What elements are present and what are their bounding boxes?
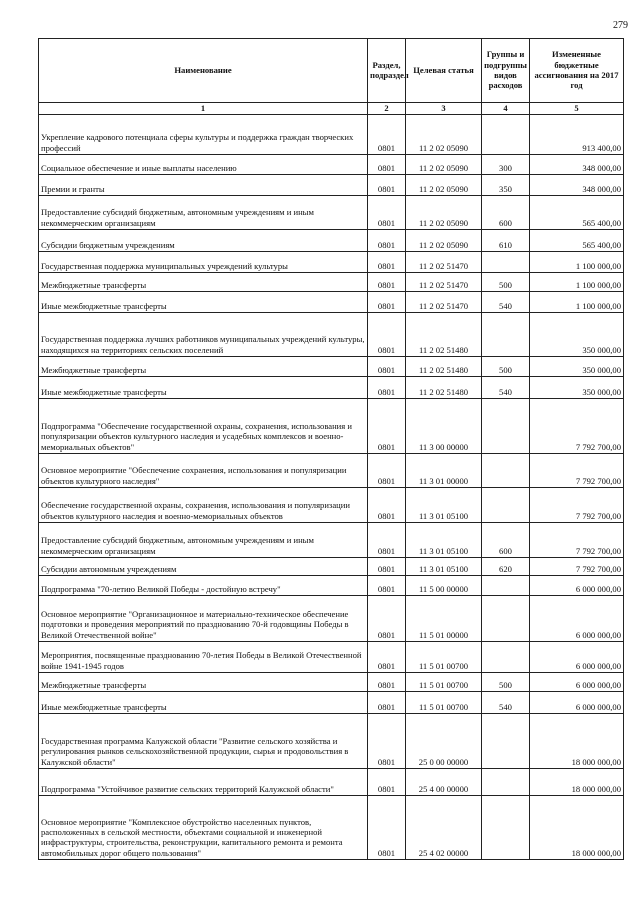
row-group xyxy=(482,714,530,769)
row-amount: 6 000 000,00 xyxy=(530,642,624,673)
table-row xyxy=(39,357,624,377)
row-group xyxy=(482,642,530,673)
row-article: 25 4 00 00000 xyxy=(406,769,482,796)
row-group xyxy=(482,399,530,454)
column-number: 4 xyxy=(482,103,530,115)
row-name: Субсидии автономным учреждениям xyxy=(39,558,368,576)
row-name: Основное мероприятие "Обеспечение сохранения, использования и популяризации объектов культурного наследия" xyxy=(39,454,368,488)
row-article: 11 5 01 00700 xyxy=(406,642,482,673)
table-row xyxy=(39,673,624,692)
row-amount: 6 000 000,00 xyxy=(530,596,624,642)
row-group xyxy=(482,796,530,860)
row-section: 0801 xyxy=(368,115,406,155)
row-section: 0801 xyxy=(368,230,406,252)
row-name: Обеспечение государственной охраны, сохранения, использования и популяризации объектов культурного наследия и военно-мемориальных объектов xyxy=(39,488,368,523)
row-section: 0801 xyxy=(368,596,406,642)
row-group xyxy=(482,252,530,273)
row-section: 0801 xyxy=(368,252,406,273)
row-name: Государственная поддержка лучших работников муниципальных учреждений культуры, находящихся на территориях сельских поселений xyxy=(39,313,368,357)
row-amount: 18 000 000,00 xyxy=(530,714,624,769)
row-article: 11 2 02 05090 xyxy=(406,155,482,175)
row-amount: 6 000 000,00 xyxy=(530,673,624,692)
row-amount: 7 792 700,00 xyxy=(530,523,624,558)
row-name: Подпрограмма "Обеспечение государственной охраны, сохранения, использования и популяризации объектов культурного наследия и усадебных комплексов и военно-мемориальных объектов" xyxy=(39,399,368,454)
row-amount: 350 000,00 xyxy=(530,357,624,377)
row-section: 0801 xyxy=(368,292,406,313)
table-row xyxy=(39,230,624,252)
row-article: 11 2 02 05090 xyxy=(406,230,482,252)
row-amount: 350 000,00 xyxy=(530,377,624,399)
row-group: 600 xyxy=(482,196,530,230)
row-amount: 348 000,00 xyxy=(530,175,624,196)
row-name: Основное мероприятие "Комплексное обустройство населенных пунктов, расположенных в сельской местности, объектами социальной и инженерной инфраструктуры, строительства, реконструкции, капитального ремонта и ремонта автомобильных дорог общего пользования" xyxy=(39,796,368,860)
row-section: 0801 xyxy=(368,488,406,523)
row-group: 300 xyxy=(482,155,530,175)
row-article: 11 2 02 51480 xyxy=(406,313,482,357)
row-amount: 1 100 000,00 xyxy=(530,273,624,292)
row-section: 0801 xyxy=(368,692,406,714)
row-article: 11 2 02 05090 xyxy=(406,175,482,196)
row-article: 11 2 02 51480 xyxy=(406,357,482,377)
page-number: 279 xyxy=(613,20,628,31)
row-section: 0801 xyxy=(368,673,406,692)
row-article: 11 3 00 00000 xyxy=(406,399,482,454)
table-row xyxy=(39,313,624,357)
row-amount: 7 792 700,00 xyxy=(530,558,624,576)
row-name: Подпрограмма "Устойчивое развитие сельских территорий Калужской области" xyxy=(39,769,368,796)
table-row xyxy=(39,175,624,196)
row-section: 0801 xyxy=(368,196,406,230)
header-amount: Измененные бюджетные ассигнования на 2017 год xyxy=(530,39,624,103)
budget-table xyxy=(38,38,624,860)
row-section: 0801 xyxy=(368,377,406,399)
row-section: 0801 xyxy=(368,454,406,488)
row-amount: 565 400,00 xyxy=(530,196,624,230)
row-article: 11 2 02 51470 xyxy=(406,292,482,313)
row-group: 540 xyxy=(482,692,530,714)
row-section: 0801 xyxy=(368,175,406,196)
column-number: 2 xyxy=(368,103,406,115)
table-row xyxy=(39,399,624,454)
row-name: Подпрограмма "70-летию Великой Победы - достойную встречу" xyxy=(39,576,368,596)
row-section: 0801 xyxy=(368,155,406,175)
row-group xyxy=(482,454,530,488)
row-amount: 6 000 000,00 xyxy=(530,576,624,596)
row-article: 11 2 02 05090 xyxy=(406,196,482,230)
row-amount: 913 400,00 xyxy=(530,115,624,155)
row-amount: 565 400,00 xyxy=(530,230,624,252)
row-name: Иные межбюджетные трансферты xyxy=(39,292,368,313)
header-row xyxy=(39,39,624,103)
row-group: 350 xyxy=(482,175,530,196)
table-row xyxy=(39,377,624,399)
table-row xyxy=(39,523,624,558)
row-name: Межбюджетные трансферты xyxy=(39,357,368,377)
row-name: Государственная программа Калужской области "Развитие сельского хозяйства и регулирования рынков сельскохозяйственной продукции, сырья и продовольствия в Калужской области" xyxy=(39,714,368,769)
row-name: Межбюджетные трансферты xyxy=(39,673,368,692)
row-name: Основное мероприятие "Организационное и материально-техническое обеспечение подготовки и проведения мероприятий по празднованию 70-й годовщины Победы в Великой Отечественной войне" xyxy=(39,596,368,642)
row-group: 540 xyxy=(482,377,530,399)
row-article: 11 5 01 00700 xyxy=(406,692,482,714)
row-name: Межбюджетные трансферты xyxy=(39,273,368,292)
row-name: Предоставление субсидий бюджетным, автономным учреждениям и иным некоммерческим организациям xyxy=(39,523,368,558)
row-group: 500 xyxy=(482,357,530,377)
row-amount: 7 792 700,00 xyxy=(530,488,624,523)
row-article: 25 4 02 00000 xyxy=(406,796,482,860)
row-section: 0801 xyxy=(368,642,406,673)
row-amount: 350 000,00 xyxy=(530,313,624,357)
table-row xyxy=(39,769,624,796)
row-name: Государственная поддержка муниципальных учреждений культуры xyxy=(39,252,368,273)
row-article: 11 5 00 00000 xyxy=(406,576,482,596)
row-article: 11 3 01 05100 xyxy=(406,523,482,558)
header-section: Раздел, подраздел xyxy=(368,39,406,103)
row-group xyxy=(482,576,530,596)
row-section: 0801 xyxy=(368,714,406,769)
row-article: 11 5 01 00000 xyxy=(406,596,482,642)
row-section: 0801 xyxy=(368,523,406,558)
row-name: Укрепление кадрового потенциала сферы культуры и поддержка граждан творческих профессий xyxy=(39,115,368,155)
column-number: 3 xyxy=(406,103,482,115)
column-number-row xyxy=(39,103,624,115)
row-section: 0801 xyxy=(368,399,406,454)
row-article: 11 2 02 51480 xyxy=(406,377,482,399)
table-row xyxy=(39,596,624,642)
row-group xyxy=(482,115,530,155)
row-group: 500 xyxy=(482,273,530,292)
table-row xyxy=(39,292,624,313)
table-row xyxy=(39,155,624,175)
table-row xyxy=(39,273,624,292)
row-section: 0801 xyxy=(368,273,406,292)
column-number: 1 xyxy=(39,103,368,115)
row-amount: 348 000,00 xyxy=(530,155,624,175)
row-group xyxy=(482,488,530,523)
row-group xyxy=(482,596,530,642)
row-amount: 1 100 000,00 xyxy=(530,292,624,313)
row-amount: 18 000 000,00 xyxy=(530,796,624,860)
row-name: Иные межбюджетные трансферты xyxy=(39,692,368,714)
table-body xyxy=(39,115,624,860)
row-amount: 7 792 700,00 xyxy=(530,454,624,488)
row-article: 11 2 02 51470 xyxy=(406,252,482,273)
table-row xyxy=(39,714,624,769)
row-group xyxy=(482,769,530,796)
table-row xyxy=(39,454,624,488)
row-article: 11 3 01 00000 xyxy=(406,454,482,488)
row-name: Премии и гранты xyxy=(39,175,368,196)
row-group: 540 xyxy=(482,292,530,313)
row-section: 0801 xyxy=(368,357,406,377)
row-article: 25 0 00 00000 xyxy=(406,714,482,769)
row-group: 610 xyxy=(482,230,530,252)
row-amount: 18 000 000,00 xyxy=(530,769,624,796)
row-amount: 6 000 000,00 xyxy=(530,692,624,714)
row-article: 11 3 01 05100 xyxy=(406,558,482,576)
row-amount: 7 792 700,00 xyxy=(530,399,624,454)
row-section: 0801 xyxy=(368,558,406,576)
table-row xyxy=(39,692,624,714)
row-section: 0801 xyxy=(368,769,406,796)
row-article: 11 2 02 05090 xyxy=(406,115,482,155)
table-row xyxy=(39,252,624,273)
table-row xyxy=(39,196,624,230)
header-group: Группы и подгруппы видов расходов xyxy=(482,39,530,103)
row-article: 11 2 02 51470 xyxy=(406,273,482,292)
table-row xyxy=(39,115,624,155)
row-name: Социальное обеспечение и иные выплаты населению xyxy=(39,155,368,175)
table-row xyxy=(39,796,624,860)
row-name: Мероприятия, посвященные празднованию 70-летия Победы в Великой Отечественной войне 1941-1945 годов xyxy=(39,642,368,673)
row-amount: 1 100 000,00 xyxy=(530,252,624,273)
row-section: 0801 xyxy=(368,796,406,860)
row-group: 600 xyxy=(482,523,530,558)
row-name: Иные межбюджетные трансферты xyxy=(39,377,368,399)
row-group xyxy=(482,313,530,357)
row-name: Субсидии бюджетным учреждениям xyxy=(39,230,368,252)
table-row xyxy=(39,558,624,576)
header-name: Наименование xyxy=(39,39,368,103)
row-section: 0801 xyxy=(368,313,406,357)
row-name: Предоставление субсидий бюджетным, автономным учреждениям и иным некоммерческим организациям xyxy=(39,196,368,230)
column-number: 5 xyxy=(530,103,624,115)
header-article: Целевая статья xyxy=(406,39,482,103)
table-row xyxy=(39,488,624,523)
row-group: 620 xyxy=(482,558,530,576)
row-group: 500 xyxy=(482,673,530,692)
table-row xyxy=(39,576,624,596)
row-section: 0801 xyxy=(368,576,406,596)
row-article: 11 5 01 00700 xyxy=(406,673,482,692)
table-row xyxy=(39,642,624,673)
row-article: 11 3 01 05100 xyxy=(406,488,482,523)
